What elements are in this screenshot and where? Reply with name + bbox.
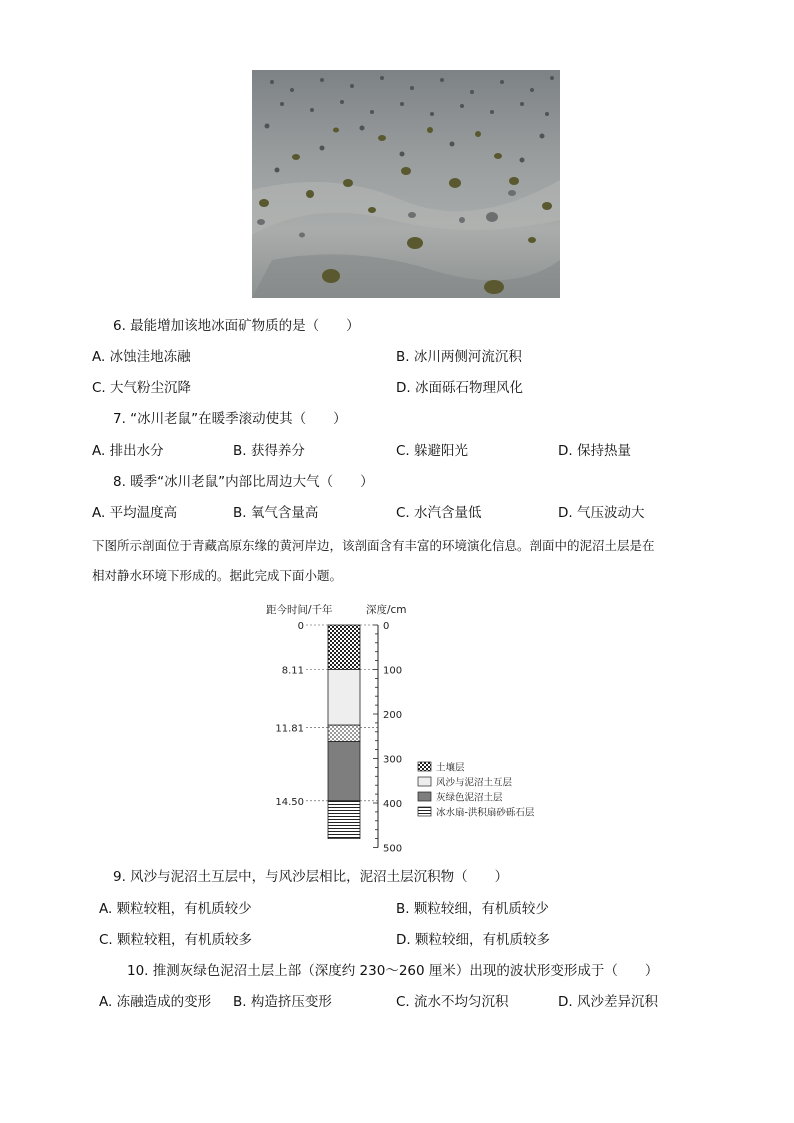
q10-option-a[interactable]: A. 冻融造成的变形: [99, 994, 212, 1010]
legend-swatch: [418, 762, 431, 771]
q8-option-c[interactable]: C. 水汽含量低: [396, 505, 482, 521]
depth-tick-label: 300: [383, 754, 403, 766]
legend-swatch: [418, 777, 431, 786]
depth-tick-label: 400: [383, 799, 403, 810]
time-tick-label: 0: [297, 621, 304, 632]
layer-2: [328, 670, 360, 726]
layer-1: [328, 625, 360, 670]
q9-option-c[interactable]: C. 颗粒较粗，有机质较多: [99, 932, 253, 948]
q9-option-d[interactable]: D. 颗粒较细，有机质较多: [396, 932, 550, 948]
q9-option-b[interactable]: B. 颗粒较细，有机质较少: [396, 901, 549, 917]
q8-option-a[interactable]: A. 平均温度高: [92, 505, 178, 521]
q10-option-b[interactable]: B. 构造挤压变形: [233, 994, 332, 1010]
question-9-stem: 9. 风沙与泥沼土互层中，与风沙层相比，泥沼土层沉积物（ ）: [113, 869, 509, 885]
depth-tick-label: 100: [383, 665, 403, 677]
legend-label: 土壤层: [436, 762, 465, 774]
passage-line-2: 相对静水环境下形成的。据此完成下面小题。: [92, 568, 343, 583]
time-tick-label: 14.50: [275, 796, 304, 808]
legend-swatch: [418, 792, 431, 801]
legend-label: 冰水扇-洪积扇砂砾石层: [436, 807, 535, 819]
q6-option-b[interactable]: B. 冰川两侧河流沉积: [396, 349, 522, 365]
depth-tick-label: 200: [383, 710, 403, 721]
q7-option-c[interactable]: C. 躲避阳光: [396, 443, 469, 459]
question-7-stem: 7. “冰川老鼠”在暖季滚动使其（ ）: [113, 411, 347, 427]
passage-line-1: 下图所示剖面位于青藏高原东缘的黄河岸边，该剖面含有丰富的环境演化信息。剖面中的泥沼土层是在: [92, 538, 655, 553]
q9-option-a[interactable]: A. 颗粒较粗，有机质较少: [99, 901, 252, 917]
depth-tick-label: 0: [383, 621, 390, 632]
question-8-stem: 8. 暖季“冰川老鼠”内部比周边大气（ ）: [113, 474, 374, 490]
q7-option-b[interactable]: B. 获得养分: [233, 443, 305, 459]
question-6-stem: 6. 最能增加该地冰面矿物质的是（ ）: [113, 318, 360, 334]
time-tick-label: 8.11: [281, 665, 304, 677]
glacier-mice-photo: [252, 70, 560, 298]
q8-option-d[interactable]: D. 气压波动大: [558, 505, 645, 521]
depth-axis-label: 深度/cm: [366, 604, 407, 616]
time-tick-label: 11.81: [275, 723, 304, 735]
legend-label: 灰绿色泥沼土层: [436, 792, 503, 804]
time-axis-label: 距今时间/千年: [266, 604, 333, 616]
q8-option-b[interactable]: B. 氧气含量高: [233, 505, 319, 521]
legend-swatch: [418, 807, 431, 816]
depth-tick-label: 500: [383, 843, 403, 855]
q10-option-d[interactable]: D. 风沙差异沉积: [558, 994, 658, 1010]
q6-option-c[interactable]: C. 大气粉尘沉降: [92, 380, 192, 396]
stratigraphic-profile-diagram: [250, 600, 570, 855]
q6-option-a[interactable]: A. 冰蚀洼地冻融: [92, 349, 191, 365]
q7-option-d[interactable]: D. 保持热量: [558, 443, 631, 459]
q7-option-a[interactable]: A. 排出水分: [92, 443, 164, 459]
layer-3: [328, 725, 360, 741]
q10-option-c[interactable]: C. 流水不均匀沉积: [396, 994, 509, 1010]
legend-label: 风沙与泥沼土互层: [436, 777, 513, 789]
layer-5: [328, 801, 360, 839]
q6-option-d[interactable]: D. 冰面砾石物理风化: [396, 380, 523, 396]
layer-4: [328, 742, 360, 801]
question-10-stem: 10. 推测灰绿色泥沼土层上部（深度约 230～260 厘米）出现的波状形变形成于（ ）: [127, 963, 659, 979]
